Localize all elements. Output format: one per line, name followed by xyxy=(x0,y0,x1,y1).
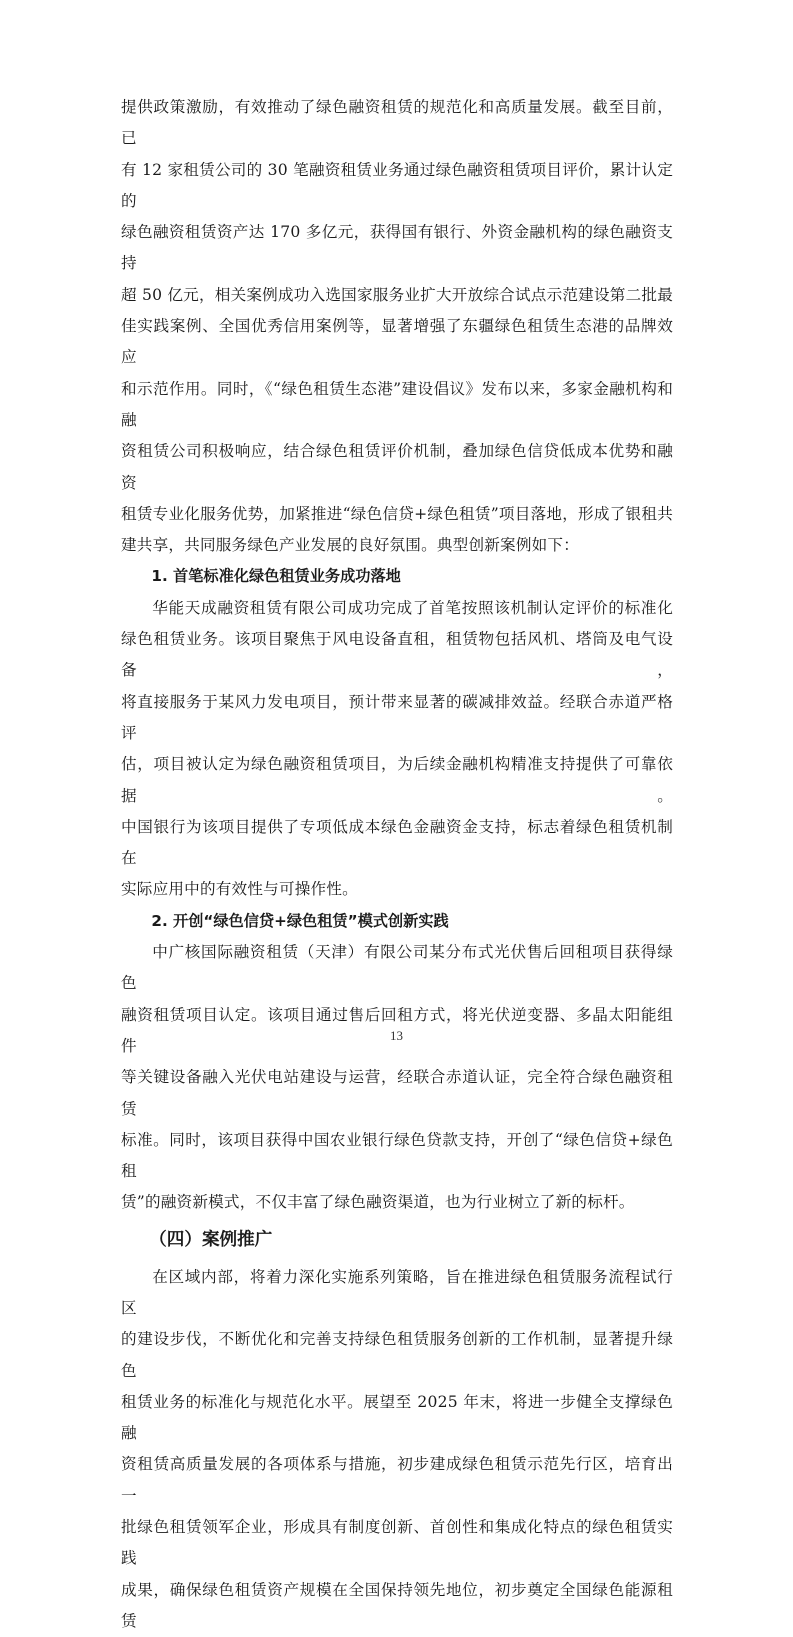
text-line: 佳实践案例、全国优秀信用案例等，显著增强了东疆绿色租赁生态港的品牌效应 xyxy=(121,317,673,367)
case-heading-1: 1. 首笔标准化绿色租赁业务成功落地 xyxy=(151,567,401,586)
text-line: 实际应用中的有效性与可操作性。 xyxy=(121,880,358,899)
text-line: 的建设步伐，不断优化和完善支持绿色租赁服务创新的工作机制，显著提升绿色 xyxy=(121,1330,673,1380)
text-line: 有 12 家租赁公司的 30 笔融资租赁业务通过绿色融资租赁项目评价，累计认定的 xyxy=(121,160,673,210)
text-line: 中国银行为该项目提供了专项低成本绿色金融资金支持，标志着绿色租赁机制在 xyxy=(121,817,673,868)
text-line: 赁”的融资新模式，不仅丰富了绿色融资渠道，也为行业树立了新的标杆。 xyxy=(121,1193,635,1212)
text-line: 批绿色租赁领军企业，形成具有制度创新、首创性和集成化特点的绿色租赁实践 xyxy=(121,1518,673,1568)
document-page xyxy=(121,92,673,1637)
paragraph-case-2 xyxy=(121,937,673,1219)
text-line: 资租赁高质量发展的各项体系与措施，初步建成绿色租赁示范先行区，培育出一 xyxy=(121,1455,673,1505)
section-heading-case-promotion: （四）案例推广 xyxy=(149,1229,273,1250)
page-number: 13 xyxy=(390,1028,403,1043)
text-line: 超 50 亿元，相关案例成功入选国家服务业扩大开放综合试点示范建设第二批最 xyxy=(121,285,673,304)
text-line: 在区域内部，将着力深化实施系列策略，旨在推进绿色租赁服务流程试行区 xyxy=(121,1267,673,1317)
case-heading-2: 2. 开创“绿色信贷+绿色租赁”模式创新实践 xyxy=(151,911,449,930)
text-line: 租赁专业化服务优势，加紧推进“绿色信贷+绿色租赁”项目落地，形成了银租共 xyxy=(121,504,673,523)
text-line: 等关键设备融入光伏电站建设与运营，经联合赤道认证，完全符合绿色融资租赁 xyxy=(121,1068,673,1118)
text-line: 将直接服务于某风力发电项目，预计带来显著的碳减排效益。经联合赤道严格评 xyxy=(121,692,673,742)
text-line: 估，项目被认定为绿色融资租赁项目，为后续金融机构精准支持提供了可靠依据。 xyxy=(121,755,673,805)
text-line: 华能天成融资租赁有限公司成功完成了首笔按照该机制认定评价的标准化 xyxy=(152,598,673,617)
text-line: 融资租赁项目认定。该项目通过售后回租方式，将光伏逆变器、多晶太阳能组件 xyxy=(121,1005,673,1055)
text-line: 租赁业务的标准化与规范化水平。展望至 2025 年末，将进一步健全支撑绿色融 xyxy=(121,1392,673,1443)
text-line: 成果，确保绿色租赁资产规模在全国保持领先地位，初步奠定全国绿色能源租赁 xyxy=(121,1580,673,1630)
text-line: 绿色租赁业务。该项目聚焦于风电设备直租，租赁物包括风机、塔筒及电气设备， xyxy=(121,630,673,680)
text-line: 标准。同时，该项目获得中国农业银行绿色贷款支持，开创了“绿色信贷+绿色租 xyxy=(121,1130,673,1181)
text-line: 建共享，共同服务绿色产业发展的良好氛围。典型创新案例如下： xyxy=(121,536,580,555)
paragraph-policy-results xyxy=(121,92,673,561)
text-line: 资租赁公司积极响应，结合绿色租赁评价机制，叠加绿色信贷低成本优势和融资 xyxy=(121,442,673,492)
text-line: 提供政策激励，有效推动了绿色融资租赁的规范化和高质量发展。截至目前，已 xyxy=(121,98,673,148)
text-line: 绿色融资租赁资产达 170 多亿元，获得国有银行、外资金融机构的绿色融资支持 xyxy=(121,223,673,273)
text-line: 和示范作用。同时，《“绿色租赁生态港”建设倡议》发布以来，多家金融机构和融 xyxy=(121,379,673,429)
paragraph-case-promotion xyxy=(121,1262,673,1637)
text-line: 中广核国际融资租赁（天津）有限公司某分布式光伏售后回租项目获得绿色 xyxy=(121,943,673,993)
paragraph-case-1 xyxy=(121,593,673,906)
